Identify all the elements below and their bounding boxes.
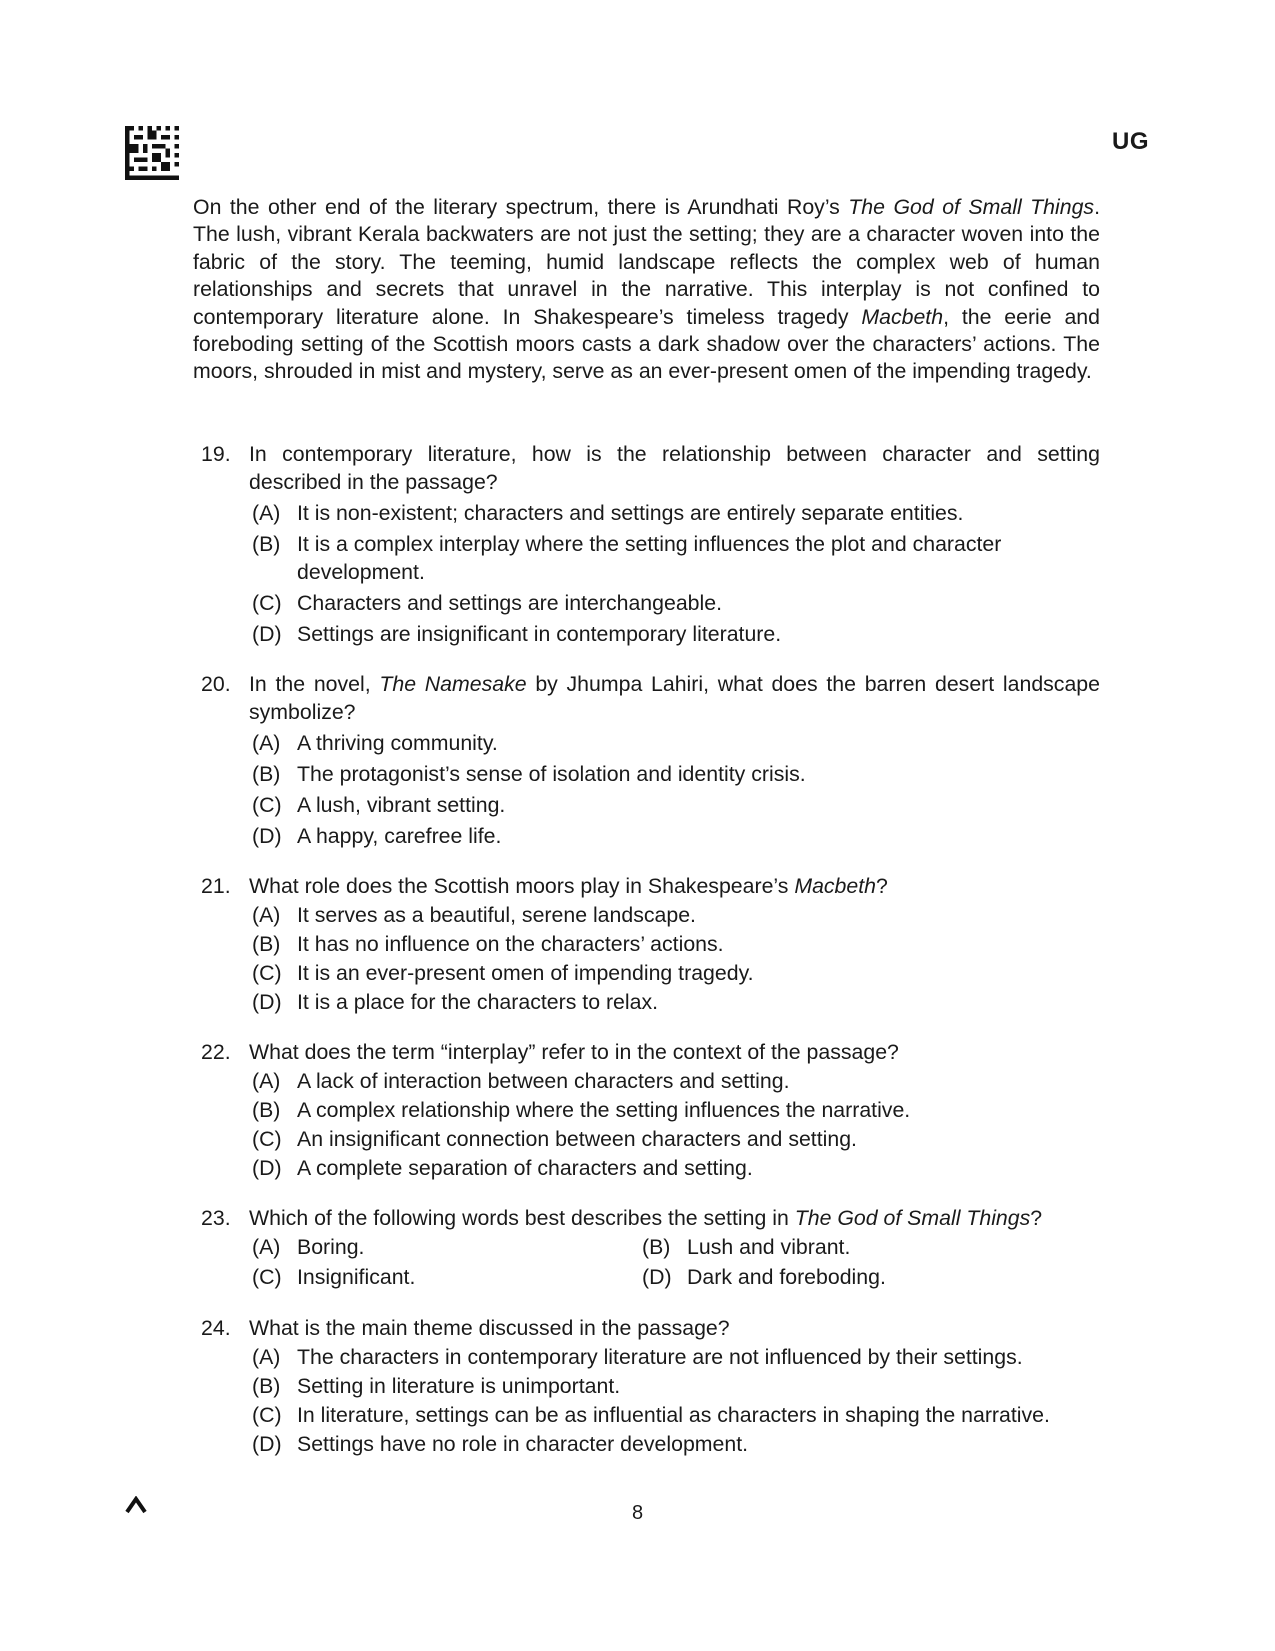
option-label: (B) (252, 762, 281, 786)
question-number: 19. (201, 442, 231, 466)
option-a[interactable] (249, 901, 1100, 929)
question-text-part: ? (1030, 1206, 1043, 1230)
option-text: A thriving community. (297, 731, 498, 755)
option-label: (D) (252, 1432, 282, 1456)
reading-passage (193, 194, 1100, 386)
option-b[interactable] (249, 530, 1100, 586)
option-label: (D) (642, 1265, 672, 1289)
option-grid (249, 1232, 1100, 1292)
option-list (249, 901, 1100, 1016)
question-text-part: Which of the following words best describes the setting in (249, 1206, 795, 1230)
passage-text: . The lush, vibrant Kerala backwaters are not just the setting; they are a character woven into the fabric of the story. The teeming, humid landscape reflects the complex web of human relationships and secrets that unravel in the narrative. This interplay is not confined to contemporary literature alone. In Shakespeare’s timeless tragedy (193, 195, 1100, 329)
question-19 (193, 440, 1100, 648)
page-number: 8 (631, 1502, 644, 1524)
question-text-part: by Jhumpa Lahiri, what does the barren desert landscape symbolize? (249, 672, 1100, 724)
question-text-part: ? (876, 874, 888, 898)
passage-book-title: The God of Small Things (848, 195, 1095, 219)
option-label: (D) (252, 824, 282, 848)
question-text-part: What role does the Scottish moors play in Shakespeare’s (249, 874, 795, 898)
option-list (249, 499, 1100, 648)
option-label: (B) (252, 1374, 281, 1398)
option-label: (C) (252, 1403, 282, 1427)
option-label: (A) (252, 1069, 281, 1093)
option-label: (B) (252, 1098, 281, 1122)
question-text: What is the main theme discussed in the passage? (249, 1316, 730, 1340)
option-a[interactable] (249, 1067, 1100, 1095)
option-label: (D) (252, 1156, 282, 1180)
option-d[interactable] (249, 1430, 1100, 1458)
option-b[interactable] (249, 930, 1100, 958)
option-text: It has no influence on the characters’ actions. (297, 932, 724, 956)
datamatrix-code-icon (125, 126, 179, 180)
option-text: Characters and settings are interchangeable. (297, 591, 723, 615)
option-a[interactable] (249, 729, 1100, 757)
question-24 (193, 1314, 1100, 1458)
option-label: (D) (252, 622, 282, 646)
option-text: A complete separation of characters and setting. (297, 1156, 753, 1180)
option-text: Setting in literature is unimportant. (297, 1374, 621, 1398)
option-d[interactable] (249, 822, 1100, 850)
option-text: The characters in contemporary literature are not influenced by their settings. (297, 1345, 1023, 1369)
option-text: Boring. (297, 1235, 365, 1259)
option-b[interactable] (639, 1233, 1100, 1261)
passage-text: On the other end of the literary spectrum, there is Arundhati Roy’s (193, 195, 849, 219)
option-list (249, 729, 1100, 850)
question-23 (193, 1204, 1100, 1292)
question-number: 22. (201, 1040, 231, 1064)
option-label: (A) (252, 1235, 281, 1259)
option-d[interactable] (249, 620, 1100, 648)
option-c[interactable] (249, 1125, 1100, 1153)
novel-title: The Namesake (379, 672, 527, 696)
option-b[interactable] (249, 760, 1100, 788)
option-list (249, 1067, 1100, 1182)
option-text: A lush, vibrant setting. (297, 793, 506, 817)
option-label: (A) (252, 501, 281, 525)
option-c[interactable] (249, 1401, 1100, 1429)
question-21 (193, 872, 1100, 1016)
question-number: 21. (201, 874, 231, 898)
question-text-part: In the novel, (249, 672, 380, 696)
option-c[interactable] (249, 959, 1100, 987)
option-d[interactable] (249, 988, 1100, 1016)
option-label: (B) (252, 532, 281, 556)
option-c[interactable] (249, 589, 1100, 617)
option-text: In literature, settings can be as influential as characters in shaping the narrative. (297, 1403, 1050, 1427)
option-b[interactable] (249, 1096, 1100, 1124)
option-label: (A) (252, 1345, 281, 1369)
option-text: A lack of interaction between characters and setting. (297, 1069, 790, 1093)
play-title: Macbeth (794, 874, 877, 898)
question-20 (193, 670, 1100, 850)
option-text: The protagonist’s sense of isolation and identity crisis. (297, 762, 806, 786)
option-text: It is a place for the characters to relax. (297, 990, 659, 1014)
question-text (249, 1204, 1100, 1232)
option-c[interactable] (249, 791, 1100, 819)
option-text: Lush and vibrant. (687, 1235, 851, 1259)
question-text: In contemporary literature, how is the relationship between character and setting described in the passage? (249, 442, 1100, 494)
passage-text: , the eerie and foreboding setting of the Scottish moors casts a dark shadow over the characters’ actions. The moors, shrouded in mist and mystery, serve as an ever-present omen of the impending tragedy. (193, 304, 1100, 384)
question-number: 23. (201, 1206, 231, 1230)
option-a[interactable] (249, 499, 1100, 527)
option-text: It is an ever-present omen of impending tragedy. (297, 961, 754, 985)
option-label: (B) (252, 932, 281, 956)
option-label: (A) (252, 903, 281, 927)
passage-play-title: Macbeth (861, 304, 944, 329)
option-label: (B) (642, 1235, 671, 1259)
option-text: Insignificant. (297, 1265, 416, 1289)
option-d[interactable] (249, 1154, 1100, 1182)
option-text: An insignificant connection between characters and setting. (297, 1127, 857, 1151)
question-text: What does the term “interplay” refer to in the context of the passage? (249, 1040, 899, 1064)
question-22 (193, 1038, 1100, 1182)
option-text: Settings are insignificant in contemporary literature. (297, 622, 782, 646)
option-text: It is a complex interplay where the setting influences the plot and character development. (297, 532, 1002, 584)
option-text: It serves as a beautiful, serene landscape. (297, 903, 696, 927)
option-text: It is non-existent; characters and settings are entirely separate entities. (297, 501, 964, 525)
option-text: A happy, carefree life. (297, 824, 502, 848)
option-text: Dark and foreboding. (687, 1265, 886, 1289)
option-label: (C) (252, 961, 282, 985)
option-a[interactable] (249, 1233, 639, 1261)
option-b[interactable] (249, 1372, 1100, 1400)
paper-code: UG (1112, 128, 1149, 155)
option-d[interactable] (639, 1263, 1100, 1291)
question-text (249, 670, 1100, 726)
option-a[interactable] (249, 1343, 1100, 1371)
option-label: (C) (252, 1127, 282, 1151)
option-label: (C) (252, 591, 282, 615)
option-c[interactable] (249, 1263, 639, 1291)
option-label: (A) (252, 731, 281, 755)
question-list (193, 440, 1100, 1480)
question-number: 24. (201, 1316, 231, 1340)
question-number: 20. (201, 672, 231, 696)
question-text (249, 872, 1100, 900)
option-label: (C) (252, 1265, 282, 1289)
option-label: (D) (252, 990, 282, 1014)
option-list (249, 1343, 1100, 1458)
novel-title: The God of Small Things (794, 1206, 1031, 1230)
option-text: A complex relationship where the setting influences the narrative. (297, 1098, 911, 1122)
option-label: (C) (252, 793, 282, 817)
option-text: Settings have no role in character development. (297, 1432, 749, 1456)
